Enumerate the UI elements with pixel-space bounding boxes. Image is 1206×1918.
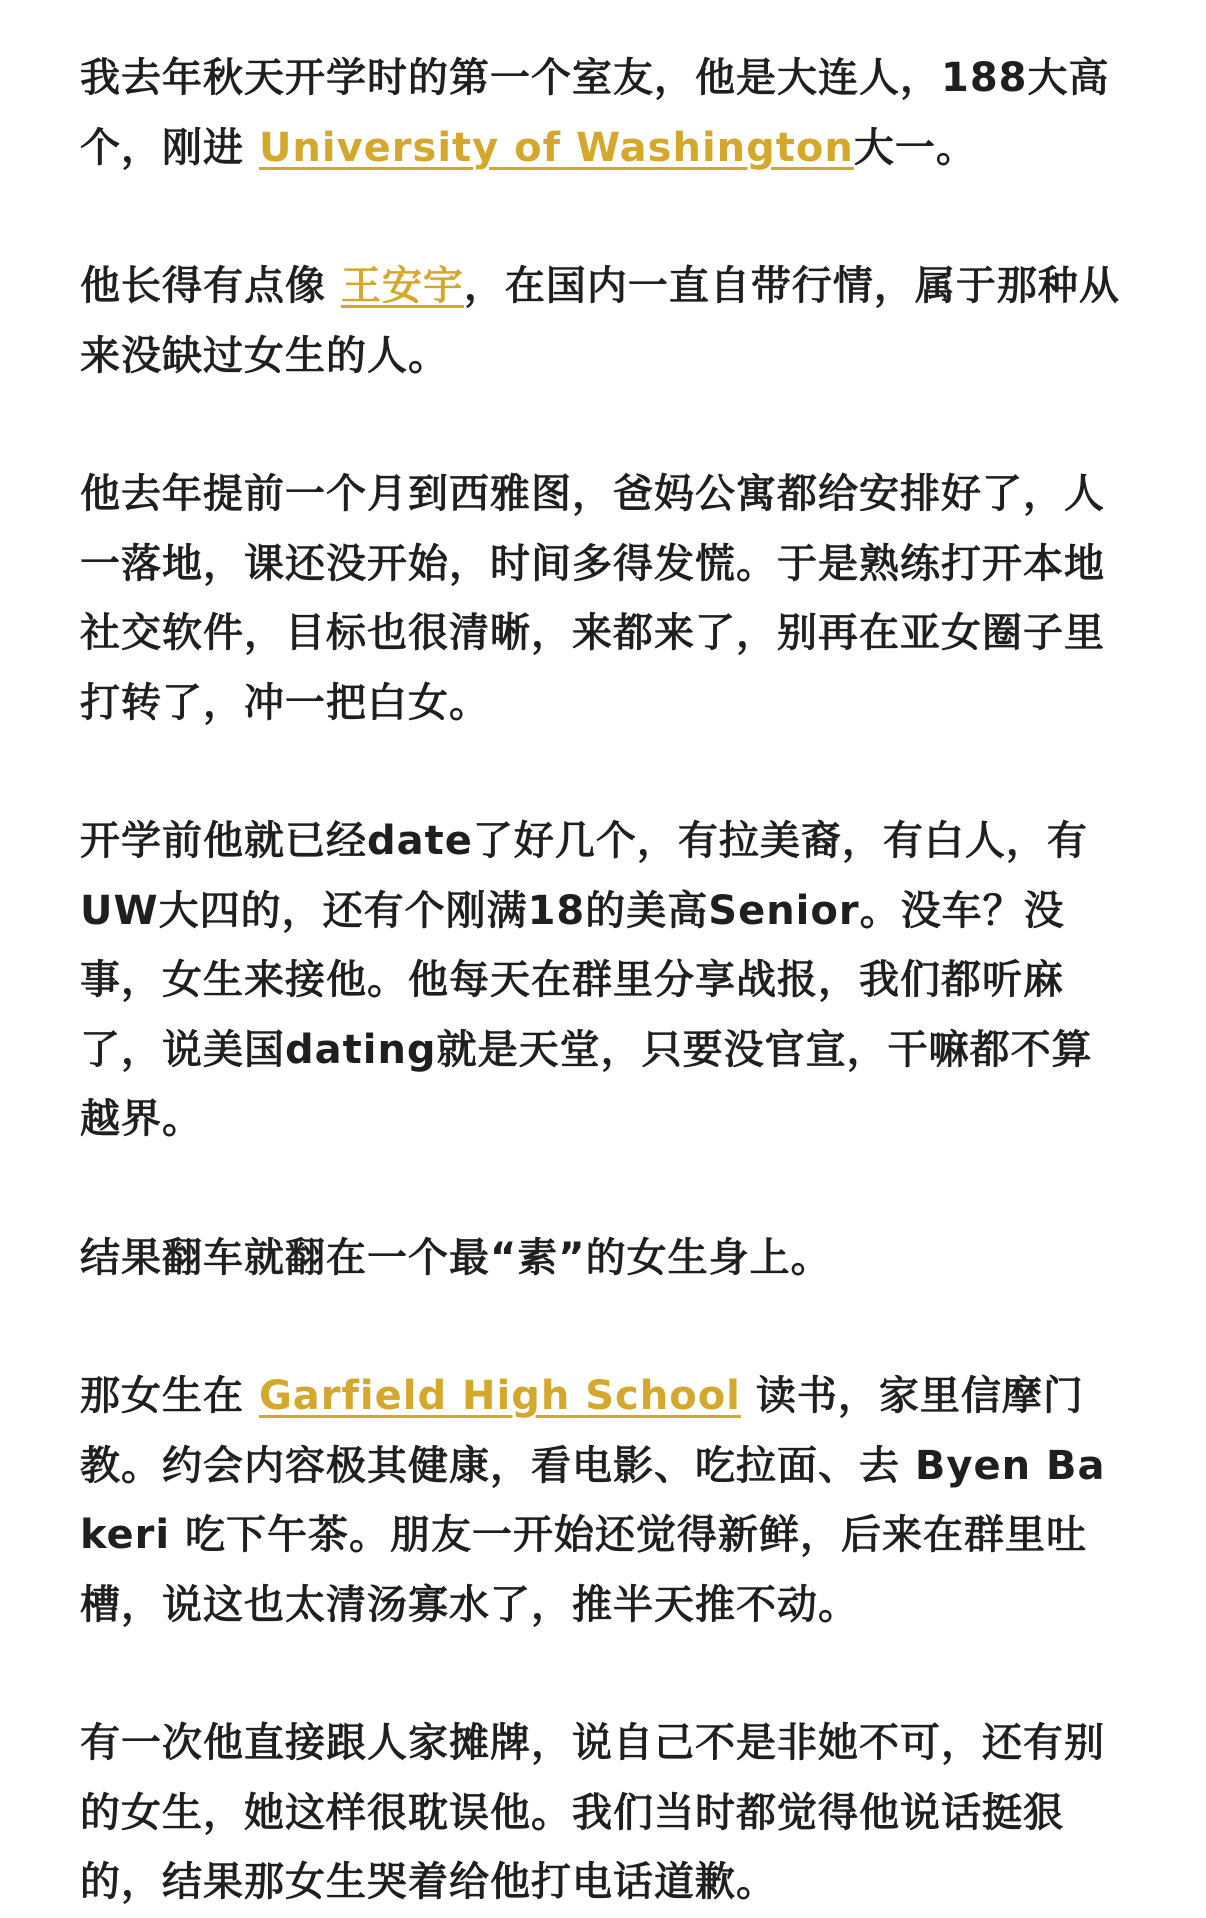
paragraph-6-text-b: 读书，家里信摩门教。约会内容极其健康，看电影、吃拉面、去 Byen Bakeri 吃下午茶。朋友一开始还觉得新鲜，后来在群里吐槽，说这也太清汤寡水了，推半天推不动。 — [80, 1373, 1106, 1628]
article-body — [80, 44, 1120, 1918]
paragraph-5: 结果翻车就翻在一个最“素”的女生身上。 — [80, 1234, 832, 1281]
paragraph-4: 开学前他就已经date了好几个，有拉美裔，有白人，有UW大四的，还有个刚满18的美高Senior。没车？没事，女生来接他。他每天在群里分享战报，我们都听麻了，说美国dating就是天堂，只要没官宣，干嘛都不算越界。 — [80, 818, 1093, 1142]
paragraph-7: 有一次他直接跟人家摊牌，说自己不是非她不可，还有别的女生，她这样很耽误他。我们当时都觉得他说话挺狠的，结果那女生哭着给他打电话道歉。 — [80, 1720, 1105, 1905]
paragraph-2 — [80, 252, 1120, 391]
link-university-of-washington[interactable]: University of Washington — [258, 124, 854, 171]
paragraph-6-text-a: 那女生在 — [80, 1373, 259, 1419]
link-wang-anyu[interactable]: 王安宇 — [340, 263, 464, 309]
paragraph-1 — [80, 44, 1120, 183]
paragraph-2-text-b: ，在国内一直自带行情，属于那种从来没缺过女生的人。 — [80, 263, 1120, 379]
paragraph-1-text-b: 大一。 — [853, 124, 977, 171]
paragraph-1-text-a: 我去年秋天开学时的第一个室友，他是大连人，188大高个，刚进 — [80, 55, 1110, 171]
paragraph-6 — [80, 1362, 1120, 1640]
link-garfield-high-school[interactable]: Garfield High School — [258, 1373, 741, 1419]
paragraph-2-text-a: 他长得有点像 — [80, 263, 341, 309]
paragraph-3: 他去年提前一个月到西雅图，爸妈公寓都给安排好了，人一落地，课还没开始，时间多得发慌。于是熟练打开本地社交软件，目标也很清晰，来都来了，别再在亚女圈子里打转了，冲一把白女。 — [80, 471, 1105, 726]
